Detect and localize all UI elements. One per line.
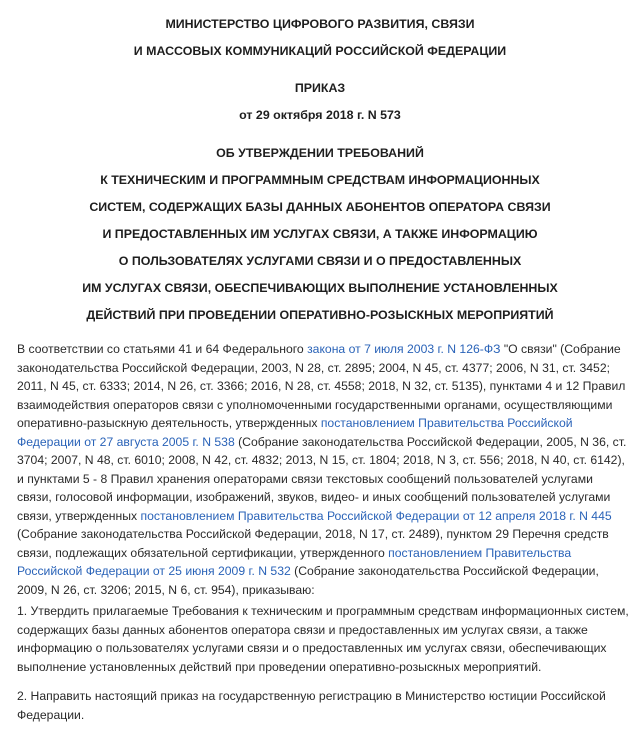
title-line: ДЕЙСТВИЙ ПРИ ПРОВЕДЕНИИ ОПЕРАТИВНО-РОЗЫСКНЫХ МЕРОПРИЯТИЙ: [86, 308, 554, 322]
decree-532-link[interactable]: постановлением Правительства: [388, 545, 572, 560]
document-date-number: от 29 октября 2018 г. N 573: [239, 108, 401, 122]
title-line: И ПРЕДОСТАВЛЕННЫХ ИМ УСЛУГАХ СВЯЗИ, А ТАКЖЕ ИНФОРМАЦИЮ: [102, 227, 538, 241]
item-line: Федерации.: [17, 707, 85, 722]
preamble-paragraph: [17, 340, 639, 599]
preamble-line: [17, 544, 639, 563]
preamble-line: [17, 414, 639, 433]
preamble-text: В соответствии со статьями 41 и 64 Федерального: [17, 342, 308, 356]
decree-445-link[interactable]: постановлением Правительства Российской Федерации от 12 апреля 2018 г. N 445: [140, 508, 612, 523]
preamble-line: [17, 340, 639, 359]
preamble-line: и пунктами 5 - 8 Правил хранения операторами связи текстовых сообщений пользователей услугами: [17, 471, 593, 486]
preamble-line: 2011, N 45, ст. 6333; 2014, N 26, ст. 3366; 2016, N 28, ст. 4558; 2018, N 32, ст. 5135), пунктами 4 и 12 Правил: [17, 379, 626, 393]
title-line: ИМ УСЛУГАХ СВЯЗИ, ОБЕСПЕЧИВАЮЩИХ ВЫПОЛНЕНИЕ УСТАНОВЛЕННЫХ: [82, 281, 558, 295]
preamble-text: "О связи" (Собрание: [500, 342, 621, 356]
item-line: содержащих базы данных абонентов оператора связи и предоставленных им услугах связи, а также: [17, 622, 588, 637]
document-type: ПРИКАЗ: [294, 81, 346, 95]
preamble-line: 2009, N 26, ст. 3206; 2015, N 6, ст. 954), приказываю:: [17, 582, 315, 597]
title-line: СИСТЕМ, СОДЕРЖАЩИХ БАЗЫ ДАННЫХ АБОНЕНТОВ ОПЕРАТОРА СВЯЗИ: [89, 200, 551, 214]
preamble-text: связи, подлежащих обязательной сертификации, утвержденного: [17, 545, 389, 560]
decree-532-link[interactable]: Российской Федерации от 25 июня 2009 г. N 532: [17, 564, 291, 578]
decree-538-link[interactable]: постановлением Правительства Российской: [320, 416, 573, 430]
title-line: О ПОЛЬЗОВАТЕЛЯХ УСЛУГАМИ СВЯЗИ И О ПРЕДОСТАВЛЕННЫХ: [118, 254, 522, 268]
item-line: 1. Утвердить прилагаемые Требования к техническим и программным средствам информационных систем,: [17, 604, 629, 618]
order-item-2: [17, 687, 639, 724]
preamble-line: связи, голосовой информации, изображений, звуков, видео- и иных сообщений пользователей услугами: [17, 490, 611, 504]
item-line: выполнение установленных действий при проведении оперативно-розыскных мероприятий.: [17, 659, 542, 674]
preamble-line: [17, 562, 639, 581]
title-line: К ТЕХНИЧЕСКИМ И ПРОГРАММНЫМ СРЕДСТВАМ ИНФОРМАЦИОННЫХ: [100, 173, 540, 187]
ministry-name-line-1: МИНИСТЕРСТВО ЦИФРОВОГО РАЗВИТИЯ, СВЯЗИ: [165, 17, 475, 31]
preamble-line: законодательства Российской Федерации, 2003, N 28, ст. 2895; 2004, N 45, ст. 4377; 2006, N 31, ст. 3452;: [17, 360, 610, 375]
preamble-line: [17, 507, 639, 526]
preamble-text: (Собрание законодательства Российской Федерации,: [290, 564, 599, 578]
preamble-line: (Собрание законодательства Российской Федерации, 2018, N 17, ст. 2489), пунктом 29 Перечня средств: [17, 527, 609, 541]
item-line: 2. Направить настоящий приказ на государственную регистрацию в Министерство юстиции Российской: [17, 689, 606, 703]
ministry-name-line-2: И МАССОВЫХ КОММУНИКАЦИЙ РОССИЙСКОЙ ФЕДЕРАЦИИ: [133, 44, 507, 58]
preamble-text: оперативно-разыскную деятельность, утвержденных: [17, 416, 321, 430]
preamble-text: (Собрание законодательства Российской Федерации, 2005, N 36, ст.: [234, 434, 627, 449]
preamble-line: 3704; 2007, N 48, ст. 6010; 2008, N 42, ст. 4832; 2013, N 15, ст. 1804; 2018, N 3, ст. 556; 2018, N 40, ст. 6142),: [17, 453, 625, 467]
decree-538-link[interactable]: Федерации от 27 августа 2005 г. N 538: [17, 434, 235, 449]
preamble-text: связи, утвержденных: [17, 508, 141, 523]
preamble-line: взаимодействия операторов связи с уполномоченными государственными органами, осуществляющими: [17, 397, 613, 412]
law-126-fz-link[interactable]: закона от 7 июля 2003 г. N 126-ФЗ: [307, 342, 501, 356]
preamble-line: [17, 433, 639, 452]
title-line: ОБ УТВЕРЖДЕНИИ ТРЕБОВАНИЙ: [216, 146, 424, 160]
item-line: информацию о пользователях услугами связи и о предоставленных им услугах связи, обеспечивающих: [17, 641, 607, 655]
order-item-1: [17, 602, 639, 676]
